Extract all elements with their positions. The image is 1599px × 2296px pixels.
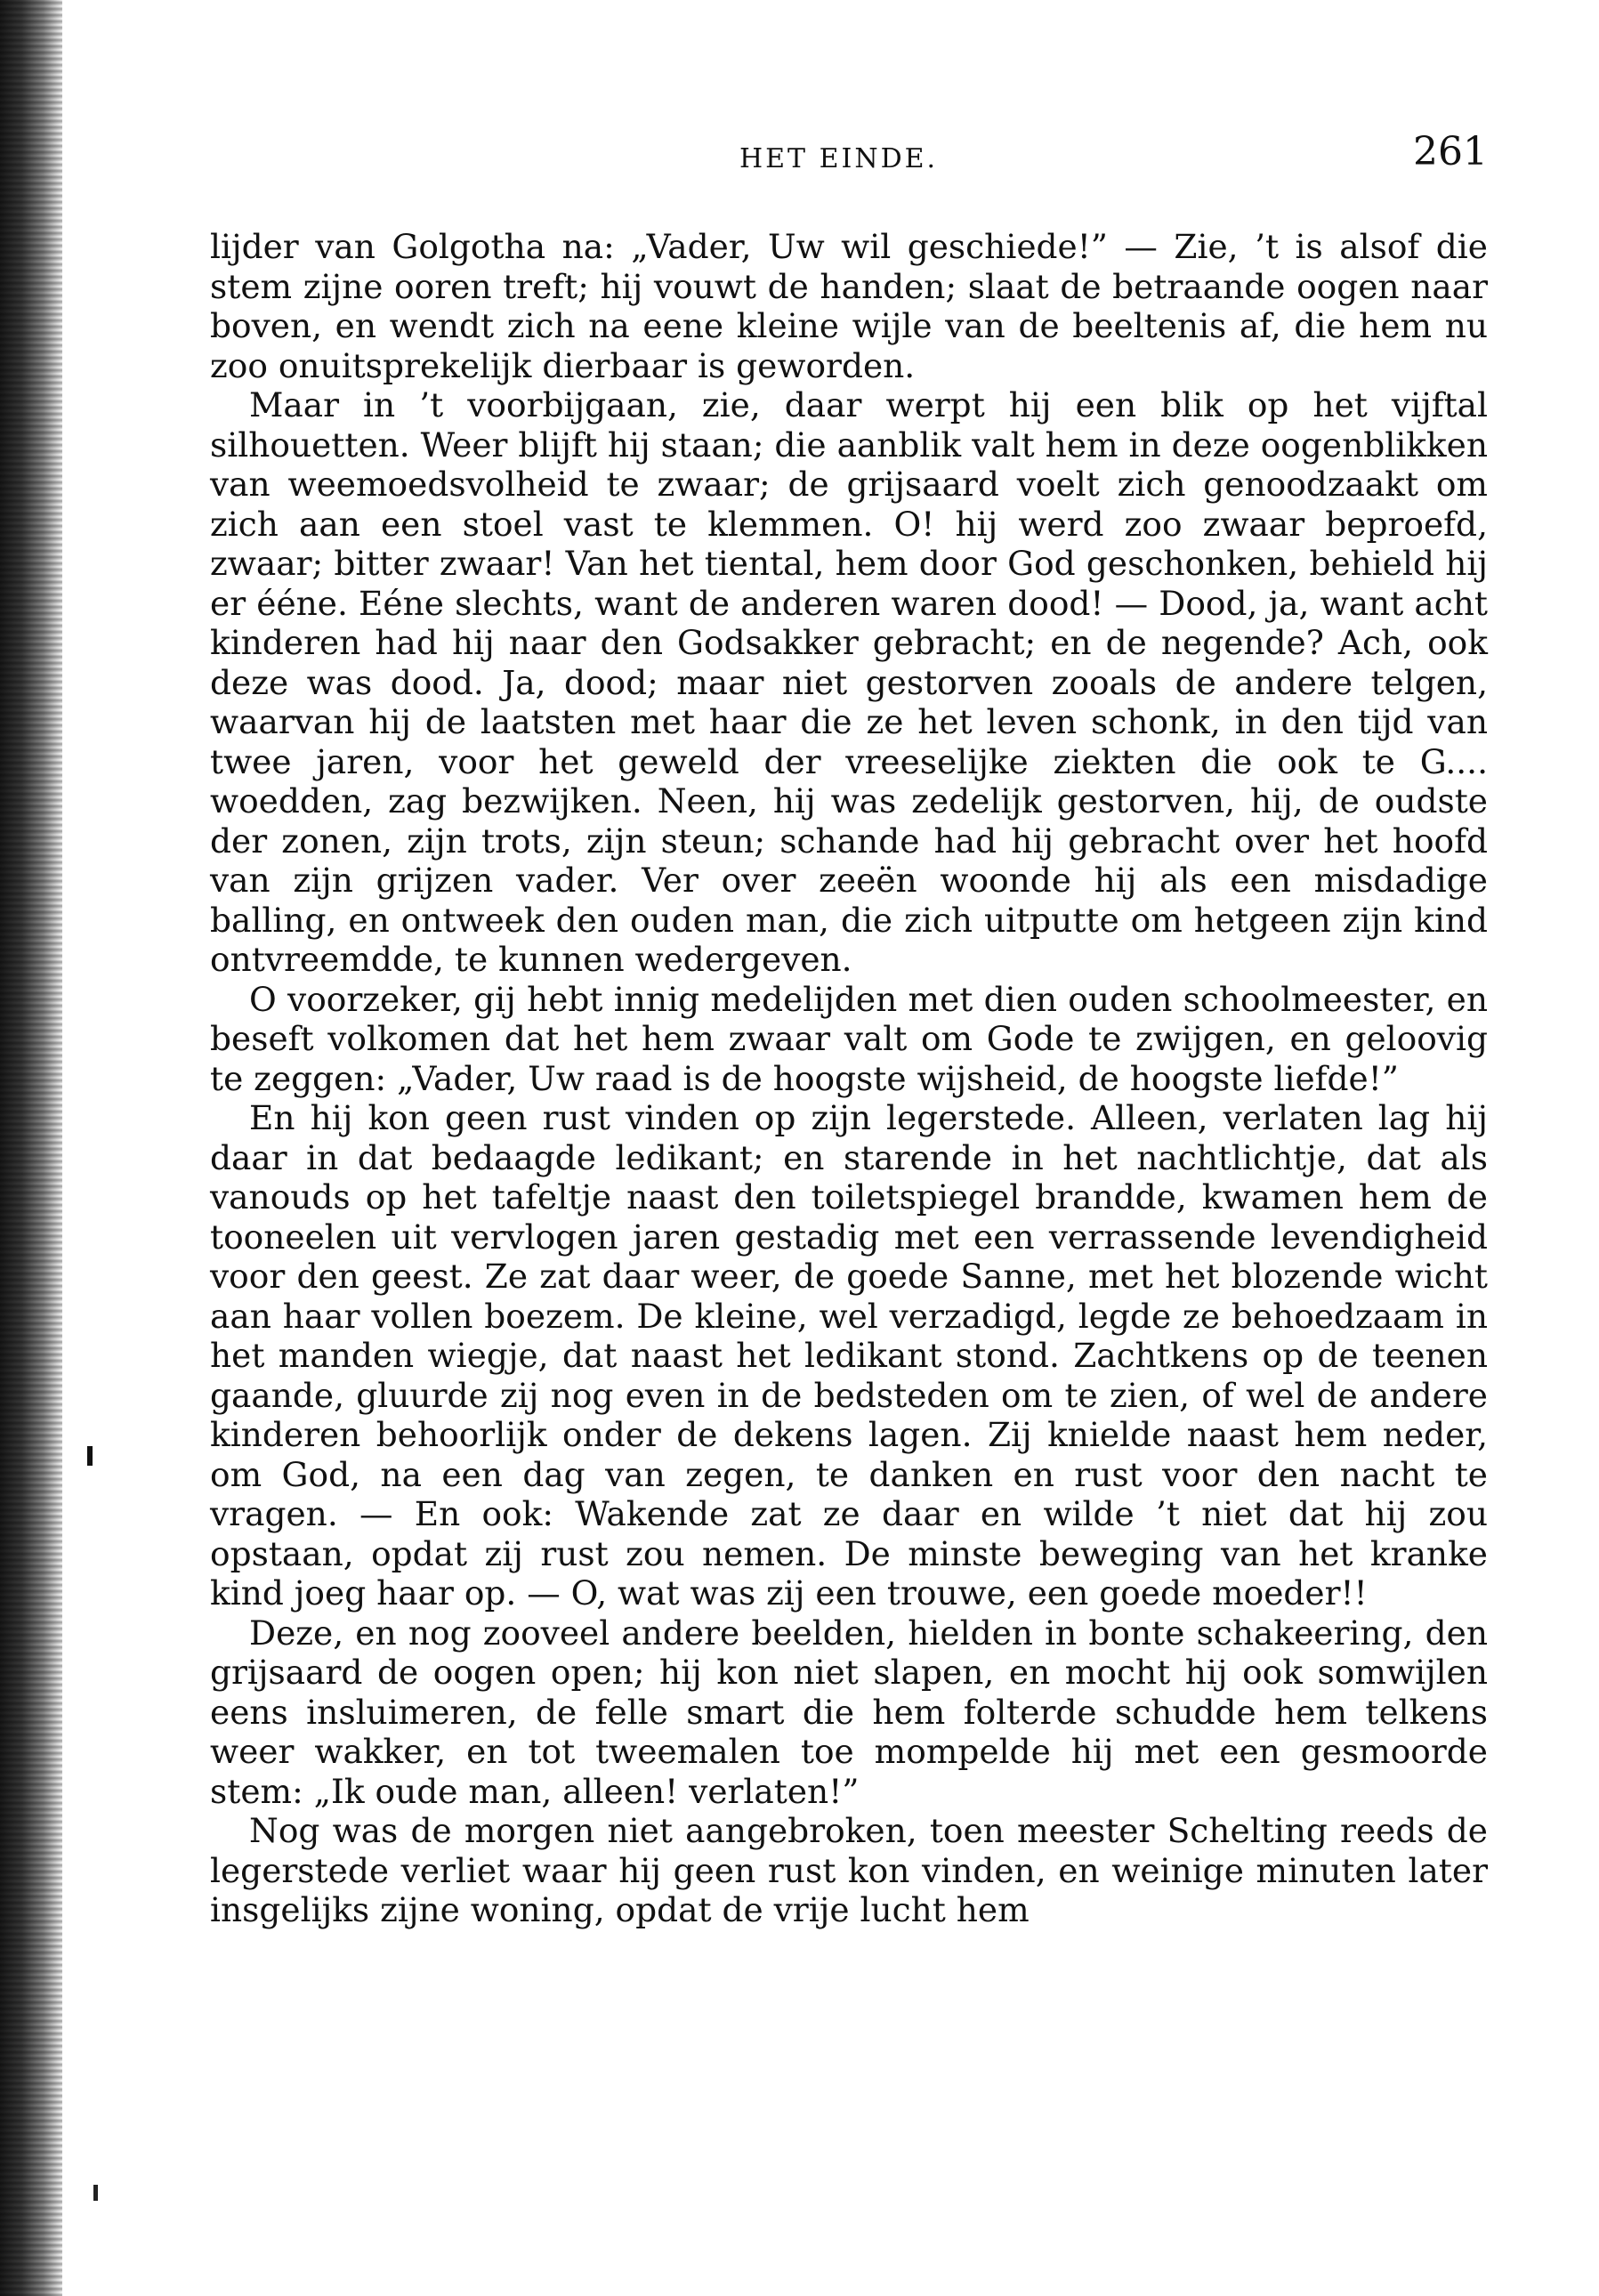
scanned-binding-edge	[0, 0, 62, 2296]
body-text	[210, 227, 1488, 1930]
running-title: HET EINDE.	[739, 143, 939, 174]
scan-speck	[93, 2185, 98, 2201]
paragraph: O voorzeker, gij hebt innig medelijden met dien ouden schoolmeester, en beseft volkomen dat het hem zwaar valt om Gode te zwijgen, en geloovig te zeggen: „Vader, Uw raad is de hoogste wijsheid, de hoogste liefde!”	[210, 979, 1488, 1098]
paragraph: lijder van Golgotha na: „Vader, Uw wil geschiede!” — Zie, ’t is alsof die stem zijne ooren treft; hij vouwt de handen; slaat de betraande oogen naar boven, en wendt zich na eene kleine wijle van de beeltenis af, die hem nu zoo onuitsprekelijk dierbaar is geworden.	[210, 227, 1488, 385]
paragraph: Maar in ’t voorbijgaan, zie, daar werpt hij een blik op het vijftal silhouetten. Weer blijft hij staan; die aanblik valt hem in deze oogenblikken van weemoedsvolheid te zwaar; de grijsaard voelt zich genoodzaakt om zich aan een stoel vast te klemmen. O! hij werd zoo zwaar beproefd, zwaar; bitter zwaar! Van het tiental, hem door God geschonken, behield hij er ééne. Eéne slechts, want de anderen waren dood! — Dood, ja, want acht kinderen had hij naar den Godsakker gebracht; en de negende? Ach, ook deze was dood. Ja, dood; maar niet gestorven zooals de andere telgen, waarvan hij de laatsten met haar die ze het leven schonk, in den tijd van twee jaren, voor het geweld der vreeselijke ziekten die ook te G.... woedden, zag bezwijken. Neen, hij was zedelijk gestorven, hij, de oudste der zonen, zijn trots, zijn steun; schande had hij gebracht over het hoofd van zijn grijzen vader. Ver over zeeën woonde hij als een misdadige balling, en ontweek den ouden man, die zich uitputte om hetgeen zijn kind ontvreemdde, te kunnen wedergeven.	[210, 385, 1488, 979]
running-head	[210, 129, 1488, 182]
paragraph: En hij kon geen rust vinden op zijn legerstede. Alleen, verlaten lag hij daar in dat bedaagde ledikant; en starende in het nachtlichtje, dat als vanouds op het tafeltje naast den toiletspiegel brandde, kwamen hem de tooneelen uit vervlogen jaren gestadig met een verrassende levendigheid voor den geest. Ze zat daar weer, de goede Sanne, met het blozende wicht aan haar vollen boezem. De kleine, wel verzadigd, legde ze behoedzaam in het manden wiegje, dat naast het ledikant stond. Zachtkens op de teenen gaande, gluurde zij nog even in de bedsteden om te zien, of wel de andere kinderen behoorlijk onder de dekens lagen. Zij knielde naast hem neder, om God, na een dag van zegen, te danken en rust voor den nacht te vragen. — En ook: Wakende zat ze daar en wilde ’t niet dat hij zou opstaan, opdat zij rust zou nemen. De minste beweging van het kranke kind joeg haar op. — O, wat was zij een trouwe, een goede moeder!!	[210, 1098, 1488, 1613]
paragraph: Deze, en nog zooveel andere beelden, hielden in bonte schakeering, den grijsaard de oogen open; hij kon niet slapen, en mocht hij ook somwijlen eens insluimeren, de felle smart die hem folterde schudde hem telkens weer wakker, en tot tweemalen toe mompelde hij met een gesmoorde stem: „Ik oude man, alleen! verlaten!”	[210, 1613, 1488, 1811]
scan-speck	[87, 1446, 93, 1466]
page-number: 261	[1413, 129, 1488, 174]
paragraph: Nog was de morgen niet aangebroken, toen meester Schelting reeds de legerstede verliet waar hij geen rust kon vinden, en weinige minuten later insgelijks zijne woning, opdat de vrije lucht hem	[210, 1811, 1488, 1929]
